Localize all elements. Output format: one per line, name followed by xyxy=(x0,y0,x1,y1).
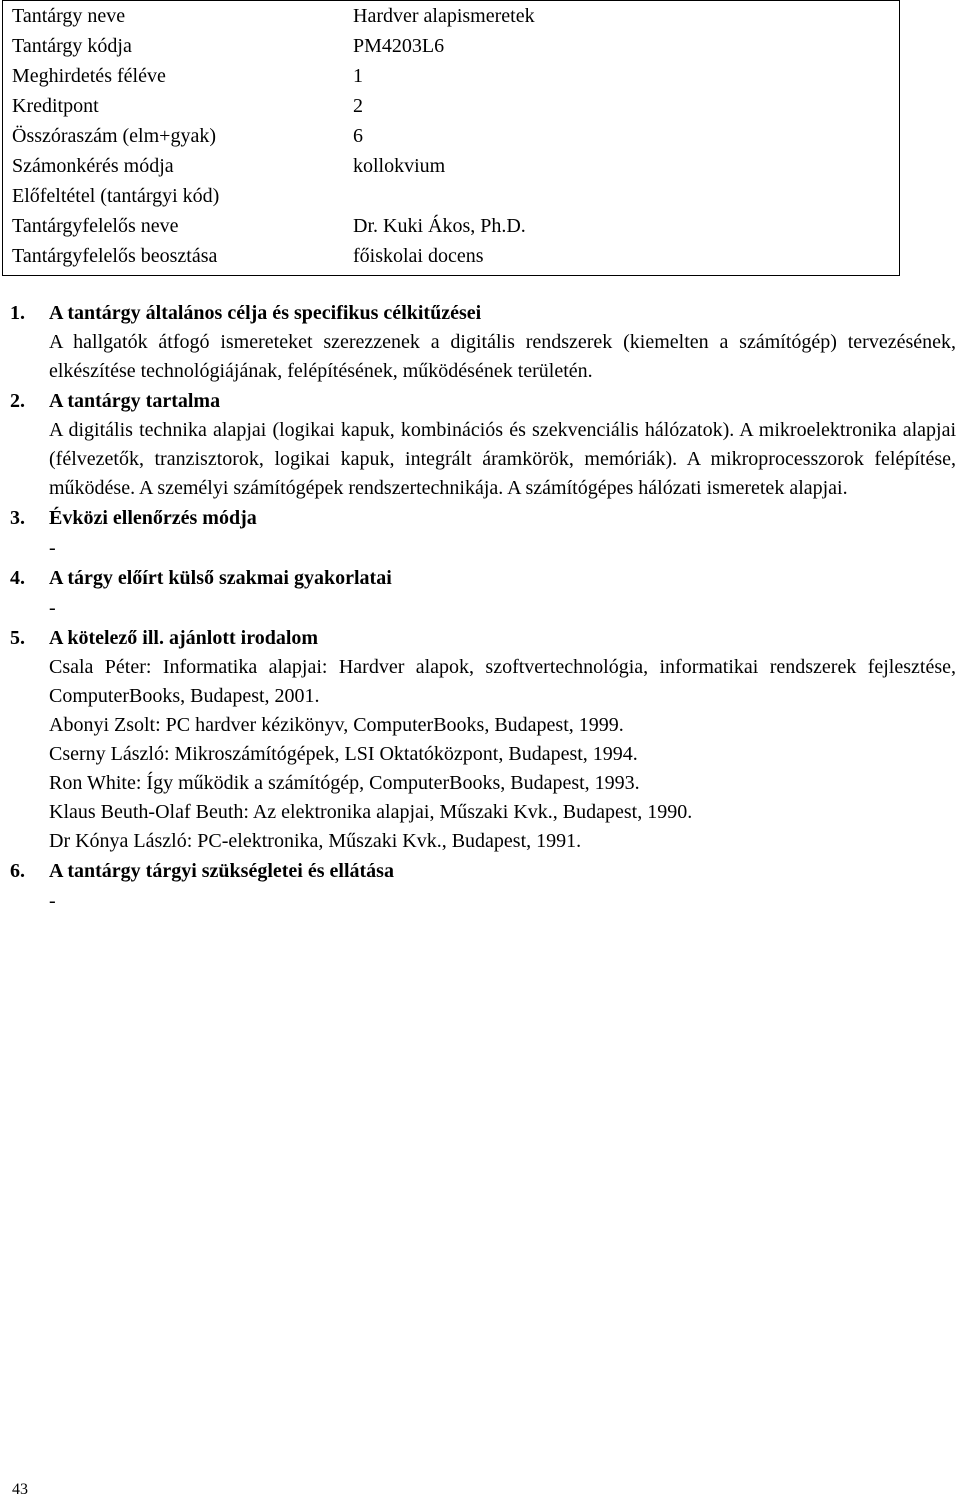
info-label: Tantárgyfelelős beosztása xyxy=(12,245,218,267)
info-value xyxy=(348,181,353,211)
info-value: 6 xyxy=(353,125,363,147)
info-value: Hardver alapismeretek xyxy=(353,5,535,27)
info-label: Előfeltétel (tantárgyi kód) xyxy=(12,185,220,207)
reference-item: Abonyi Zsolt: PC hardver kézikönyv, ComputerBooks, Budapest, 1999. xyxy=(49,714,624,736)
info-value: PM4203L6 xyxy=(353,35,445,57)
course-sections xyxy=(10,298,956,916)
section-number: 3. xyxy=(10,507,25,529)
section-heading xyxy=(10,856,956,886)
info-label: Kreditpont xyxy=(12,95,99,117)
section-body: A hallgatók átfogó ismereteket szerezzenek a digitális rendszerek (kiemelten a számítógép) tervezésének, elkészítése technológiájának, felépítésének, működésének területén. xyxy=(49,331,956,382)
section-number: 4. xyxy=(10,567,25,589)
info-label: Tantárgyfelelős neve xyxy=(12,215,179,237)
section-heading xyxy=(10,563,956,593)
info-value: Dr. Kuki Ákos, Ph.D. xyxy=(353,215,526,237)
section-heading xyxy=(10,386,956,416)
info-label: Számonkérés módja xyxy=(12,155,174,177)
section-body: A digitális technika alapjai (logikai kapuk, kombinációs és szekvenciális hálózatok). A mikroelektronika alapjai (félvezetők, tranzisztorok, logikai kapuk, integrált áramkörök, memóriák). A mikroprocesszorok felépítése, működése. A személyi számítógépek rendszertechnikája. A számítógépes hálózati ismeretek alapjai. xyxy=(49,419,956,499)
section-number: 5. xyxy=(10,627,25,649)
info-value: főiskolai docens xyxy=(353,245,484,267)
section-heading xyxy=(10,623,956,653)
section-number: 1. xyxy=(10,302,25,324)
section-number: 2. xyxy=(10,390,25,412)
reference-item: Ron White: Így működik a számítógép, ComputerBooks, Budapest, 1993. xyxy=(49,772,640,794)
info-row xyxy=(3,241,899,271)
info-value: 1 xyxy=(353,65,363,87)
page-number: 43 xyxy=(12,1481,28,1498)
reference-item: Csala Péter: Informatika alapjai: Hardver alapok, szoftvertechnológia, informatikai rendszerek fejlesztése, ComputerBooks, Budapest, 2001. xyxy=(49,656,956,707)
section-title: A tárgy előírt külső szakmai gyakorlatai xyxy=(49,567,392,589)
info-row xyxy=(3,121,899,151)
info-row xyxy=(3,211,899,241)
section-body: - xyxy=(49,890,56,912)
section-body: - xyxy=(49,537,56,559)
info-row xyxy=(3,1,899,31)
info-label: Tantárgy kódja xyxy=(12,35,132,57)
course-info-table xyxy=(2,0,900,276)
section-title: A tantárgy általános célja és specifikus célkitűzései xyxy=(49,302,482,324)
reference-item: Cserny László: Mikroszámítógépek, LSI Oktatóközpont, Budapest, 1994. xyxy=(49,743,638,765)
info-label: Tantárgy neve xyxy=(12,5,126,27)
info-row xyxy=(3,91,899,121)
info-row xyxy=(3,31,899,61)
info-row xyxy=(3,181,899,211)
info-row xyxy=(3,61,899,91)
info-value: kollokvium xyxy=(353,155,446,177)
section-title: Évközi ellenőrzés módja xyxy=(49,507,257,529)
section-heading xyxy=(10,298,956,328)
info-label: Meghirdetés féléve xyxy=(12,65,166,87)
section-title: A tantárgy tartalma xyxy=(49,390,221,412)
section-title: A tantárgy tárgyi szükségletei és ellátása xyxy=(49,860,394,882)
section-body: - xyxy=(49,597,56,619)
reference-item: Dr Kónya László: PC-elektronika, Műszaki Kvk., Budapest, 1991. xyxy=(49,830,582,852)
info-row xyxy=(3,151,899,181)
section-number: 6. xyxy=(10,860,25,882)
reference-item: Klaus Beuth-Olaf Beuth: Az elektronika alapjai, Műszaki Kvk., Budapest, 1990. xyxy=(49,801,693,823)
info-value: 2 xyxy=(353,95,363,117)
info-label: Összóraszám (elm+gyak) xyxy=(12,125,216,147)
section-title: A kötelező ill. ajánlott irodalom xyxy=(49,627,319,649)
section-heading xyxy=(10,503,956,533)
